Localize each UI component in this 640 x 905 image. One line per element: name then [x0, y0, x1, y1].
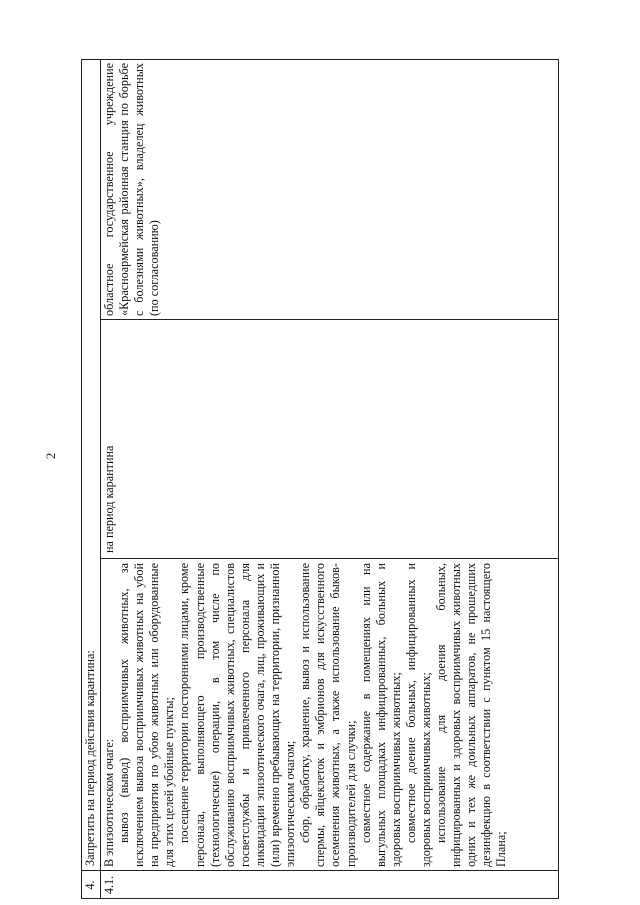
page-number: 2	[43, 452, 58, 460]
quarantine-table-container	[81, 59, 559, 899]
quarantine-measures-table	[81, 59, 559, 899]
item-intro: В эпизоотическом очаге:	[102, 738, 116, 867]
table-border-right	[81, 59, 559, 60]
measure-paragraph: сбор, обработку, хранение, вывоз и использование спермы, яйцеклеток и эмбрионов для искусственного осеменения животных, а также использование быков-производителей для случки;	[298, 563, 358, 867]
number-column-divider	[81, 870, 559, 871]
measure-paragraph: совместное доение больных, инфицированных и здоровых восприимчивых животных;	[403, 563, 433, 867]
period-column-divider	[100, 319, 559, 320]
item-responsible: областное государственное учреждение «Красноармейская районная станция по борьбе с болезнями животных», владелец животных (по согласованию)	[102, 63, 162, 316]
table-border-top	[81, 59, 82, 899]
text-column-divider	[100, 558, 559, 559]
measure-paragraph: вывоз (вывод) восприимчивых животных, за исключением вывоза восприимчивых животных на убой на предприятия по убою животных или оборудованные для этих целей убойные пункты;	[117, 563, 177, 867]
item-period: на период карантина	[102, 445, 116, 553]
item-measures-text	[102, 563, 510, 867]
section-number: 4.	[83, 880, 97, 890]
table-border-bottom	[558, 59, 559, 899]
measure-paragraph: совместное содержание в помещениях или на выгульных площадках инфицированных, больных и здоровых восприимчивых животных;	[358, 563, 403, 867]
section-row-divider	[100, 59, 101, 899]
table-border-left	[81, 898, 559, 899]
section-title: Запретить на период действия карантина:	[83, 650, 97, 866]
measure-paragraph: посещение территории посторонними лицами, кроме персонала, выполняющего производственные (технологические) операции, в том числе по обслуживанию восприимчивых животных, специалистов госветслужбы и привлеченного персонала для ликвидации эпизоотического очага, лиц, проживающих и (или) временно пребывающих на территории, признанной эпизоотическим очагом;	[177, 563, 298, 867]
item-number: 4.1.	[102, 875, 116, 895]
measure-paragraph: использование для доения больных, инфицированных и здоровых восприимчивых животных одних и тех же доильных аппаратов, не прошедших дезинфекцию в соответствии с пунктом 15 настоящего Плана;	[434, 563, 509, 867]
